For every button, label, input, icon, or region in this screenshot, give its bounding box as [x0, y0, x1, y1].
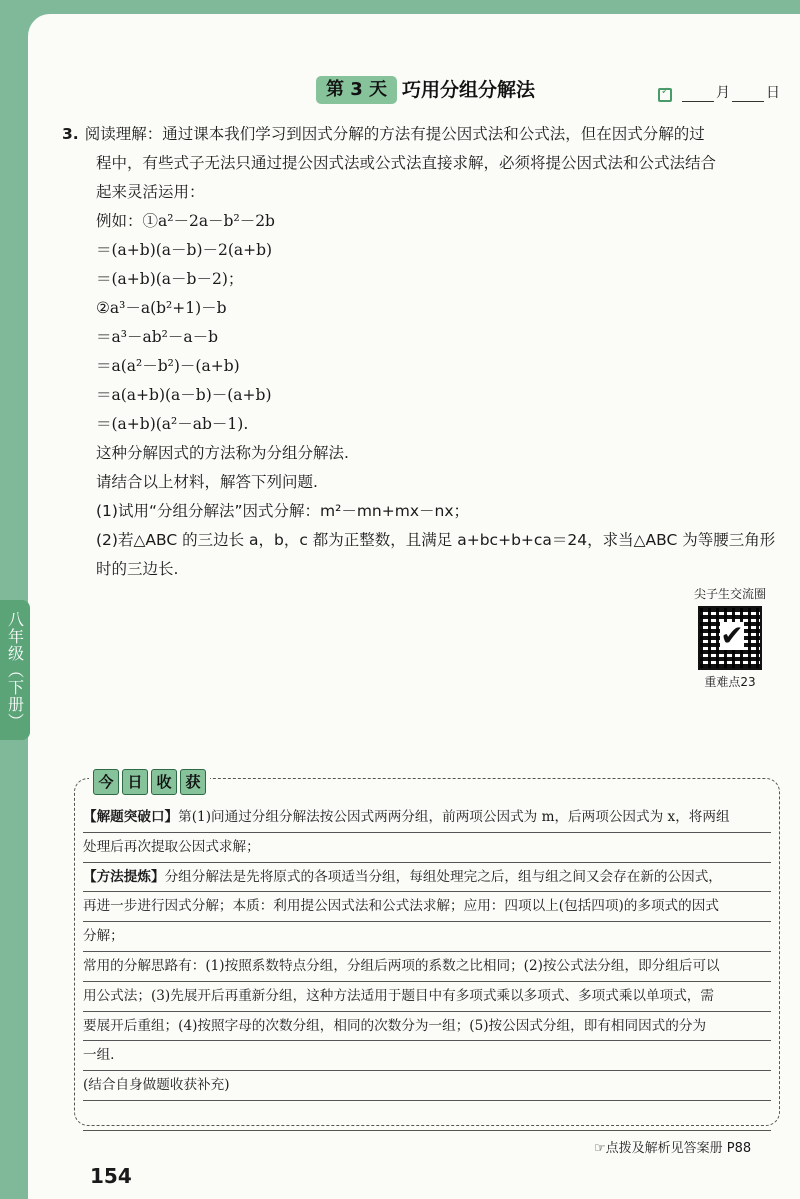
example-line: ②a³－a(b²+1)－b: [96, 299, 227, 317]
summary-tag: 【解题突破口】: [83, 809, 179, 825]
summary-title-char: 获: [180, 769, 206, 795]
summary-title: [89, 769, 210, 795]
summary-title-char: 收: [151, 769, 177, 795]
calendar-check-icon: [658, 88, 672, 102]
example-line: 例如：①a²－2a－b²－2b: [96, 212, 275, 230]
summary-line: 用公式法；(3)先展开后再重新分组，这种方法适用于题目中有多项式乘以多项式、多项式乘以单项式，需: [83, 982, 771, 1012]
page: [28, 14, 800, 1199]
day-blank[interactable]: [732, 87, 764, 102]
question-intro-line-3: 起来灵活运用：: [96, 183, 205, 201]
month-blank[interactable]: [682, 87, 714, 102]
example-line: ＝(a+b)(a－b－2)；: [96, 270, 244, 288]
summary-line-supplement[interactable]: (结合自身做题收获补充): [83, 1071, 771, 1101]
part-2-line-1: (2)若△ABC 的三边长 a，b，c 都为正整数，且满足 a+bc+b+ca＝24，求当△ABC 为等腰三角形: [96, 531, 776, 549]
example-line: ＝a(a²－b²)－(a+b): [96, 357, 240, 375]
day-badge: 第 3 天: [316, 76, 397, 104]
day-label: 日: [766, 85, 780, 101]
part-2-line-2: 时的三边长.: [96, 560, 179, 578]
example-line: ＝(a+b)(a²－ab－1).: [96, 415, 249, 433]
date-field: [658, 82, 780, 102]
summary-line: 分解；: [83, 922, 771, 952]
summary-line: 【方法提炼】分组分解法是先将原式的各项适当分组，每组处理完之后，组与组之间又会存在新的公因式，: [83, 863, 771, 893]
question-intro-line-1: 3. 阅读理解：通过课本我们学习到因式分解的方法有提公因式法和公式法，但在因式分解的过: [62, 125, 705, 143]
instruction-line: 请结合以上材料，解答下列问题.: [96, 473, 318, 491]
section-title: 巧用分组分解法: [402, 79, 536, 101]
daily-summary-box: [74, 773, 780, 1126]
question-intro-line-2: 程中，有些式子无法只通过提公因式法或公式法直接求解，必须将提公因式法和公式法结合: [96, 154, 717, 172]
summary-tag: 【方法提炼】: [83, 868, 165, 885]
summary-line: 一组.: [83, 1041, 771, 1071]
answer-reference: ☞点拨及解析见答案册 P88: [594, 1141, 752, 1156]
page-number: 154: [90, 1164, 132, 1188]
month-label: 月: [716, 85, 730, 101]
summary-line: 【解题突破口】第(1)问通过分组分解法按公因式两两分组，前两项公因式为 m，后两项公因式为 x，将两组: [83, 803, 771, 833]
summary-body: [83, 803, 771, 1131]
summary-title-char: 今: [93, 769, 119, 795]
summary-line: 要展开后重组；(4)按照字母的次数分组，相同的次数分为一组；(5)按公因式分组，即有相同因式的分为: [83, 1012, 771, 1042]
summary-line: 处理后再次提取公因式求解；: [83, 833, 771, 863]
summary-title-char: 日: [122, 769, 148, 795]
check-icon: ✔: [720, 619, 744, 652]
summary-line: 常用的分解思路有：(1)按照系数特点分组，分组后两项的系数之比相同；(2)按公式法分组，即分组后可以: [83, 952, 771, 982]
part-1: (1)试用“分组分解法”因式分解：m²－mn+mx－nx；: [96, 502, 470, 520]
qr-block[interactable]: [682, 586, 778, 690]
qr-top-label: 尖子生交流圈: [693, 587, 766, 601]
summary-line: 再进一步进行因式分解；本质：利用提公因式法和公式法求解；应用：四项以上(包括四项)的多项式的因式: [83, 892, 771, 922]
question-number: 3.: [62, 125, 79, 143]
example-line: ＝(a+b)(a－b)－2(a+b): [96, 241, 273, 259]
question-block: [62, 120, 782, 584]
method-line: 这种分解因式的方法称为分组分解法.: [96, 444, 349, 462]
page-header: [28, 72, 800, 112]
example-line: ＝a³－ab²－a－b: [96, 328, 218, 346]
qr-code-icon[interactable]: [698, 606, 762, 670]
example-line: ＝a(a+b)(a－b)－(a+b): [96, 386, 272, 404]
qr-bottom-label: 重难点23: [704, 675, 756, 689]
summary-line-blank[interactable]: [83, 1101, 771, 1131]
grade-side-tab: 八年级（下册）: [0, 600, 30, 740]
